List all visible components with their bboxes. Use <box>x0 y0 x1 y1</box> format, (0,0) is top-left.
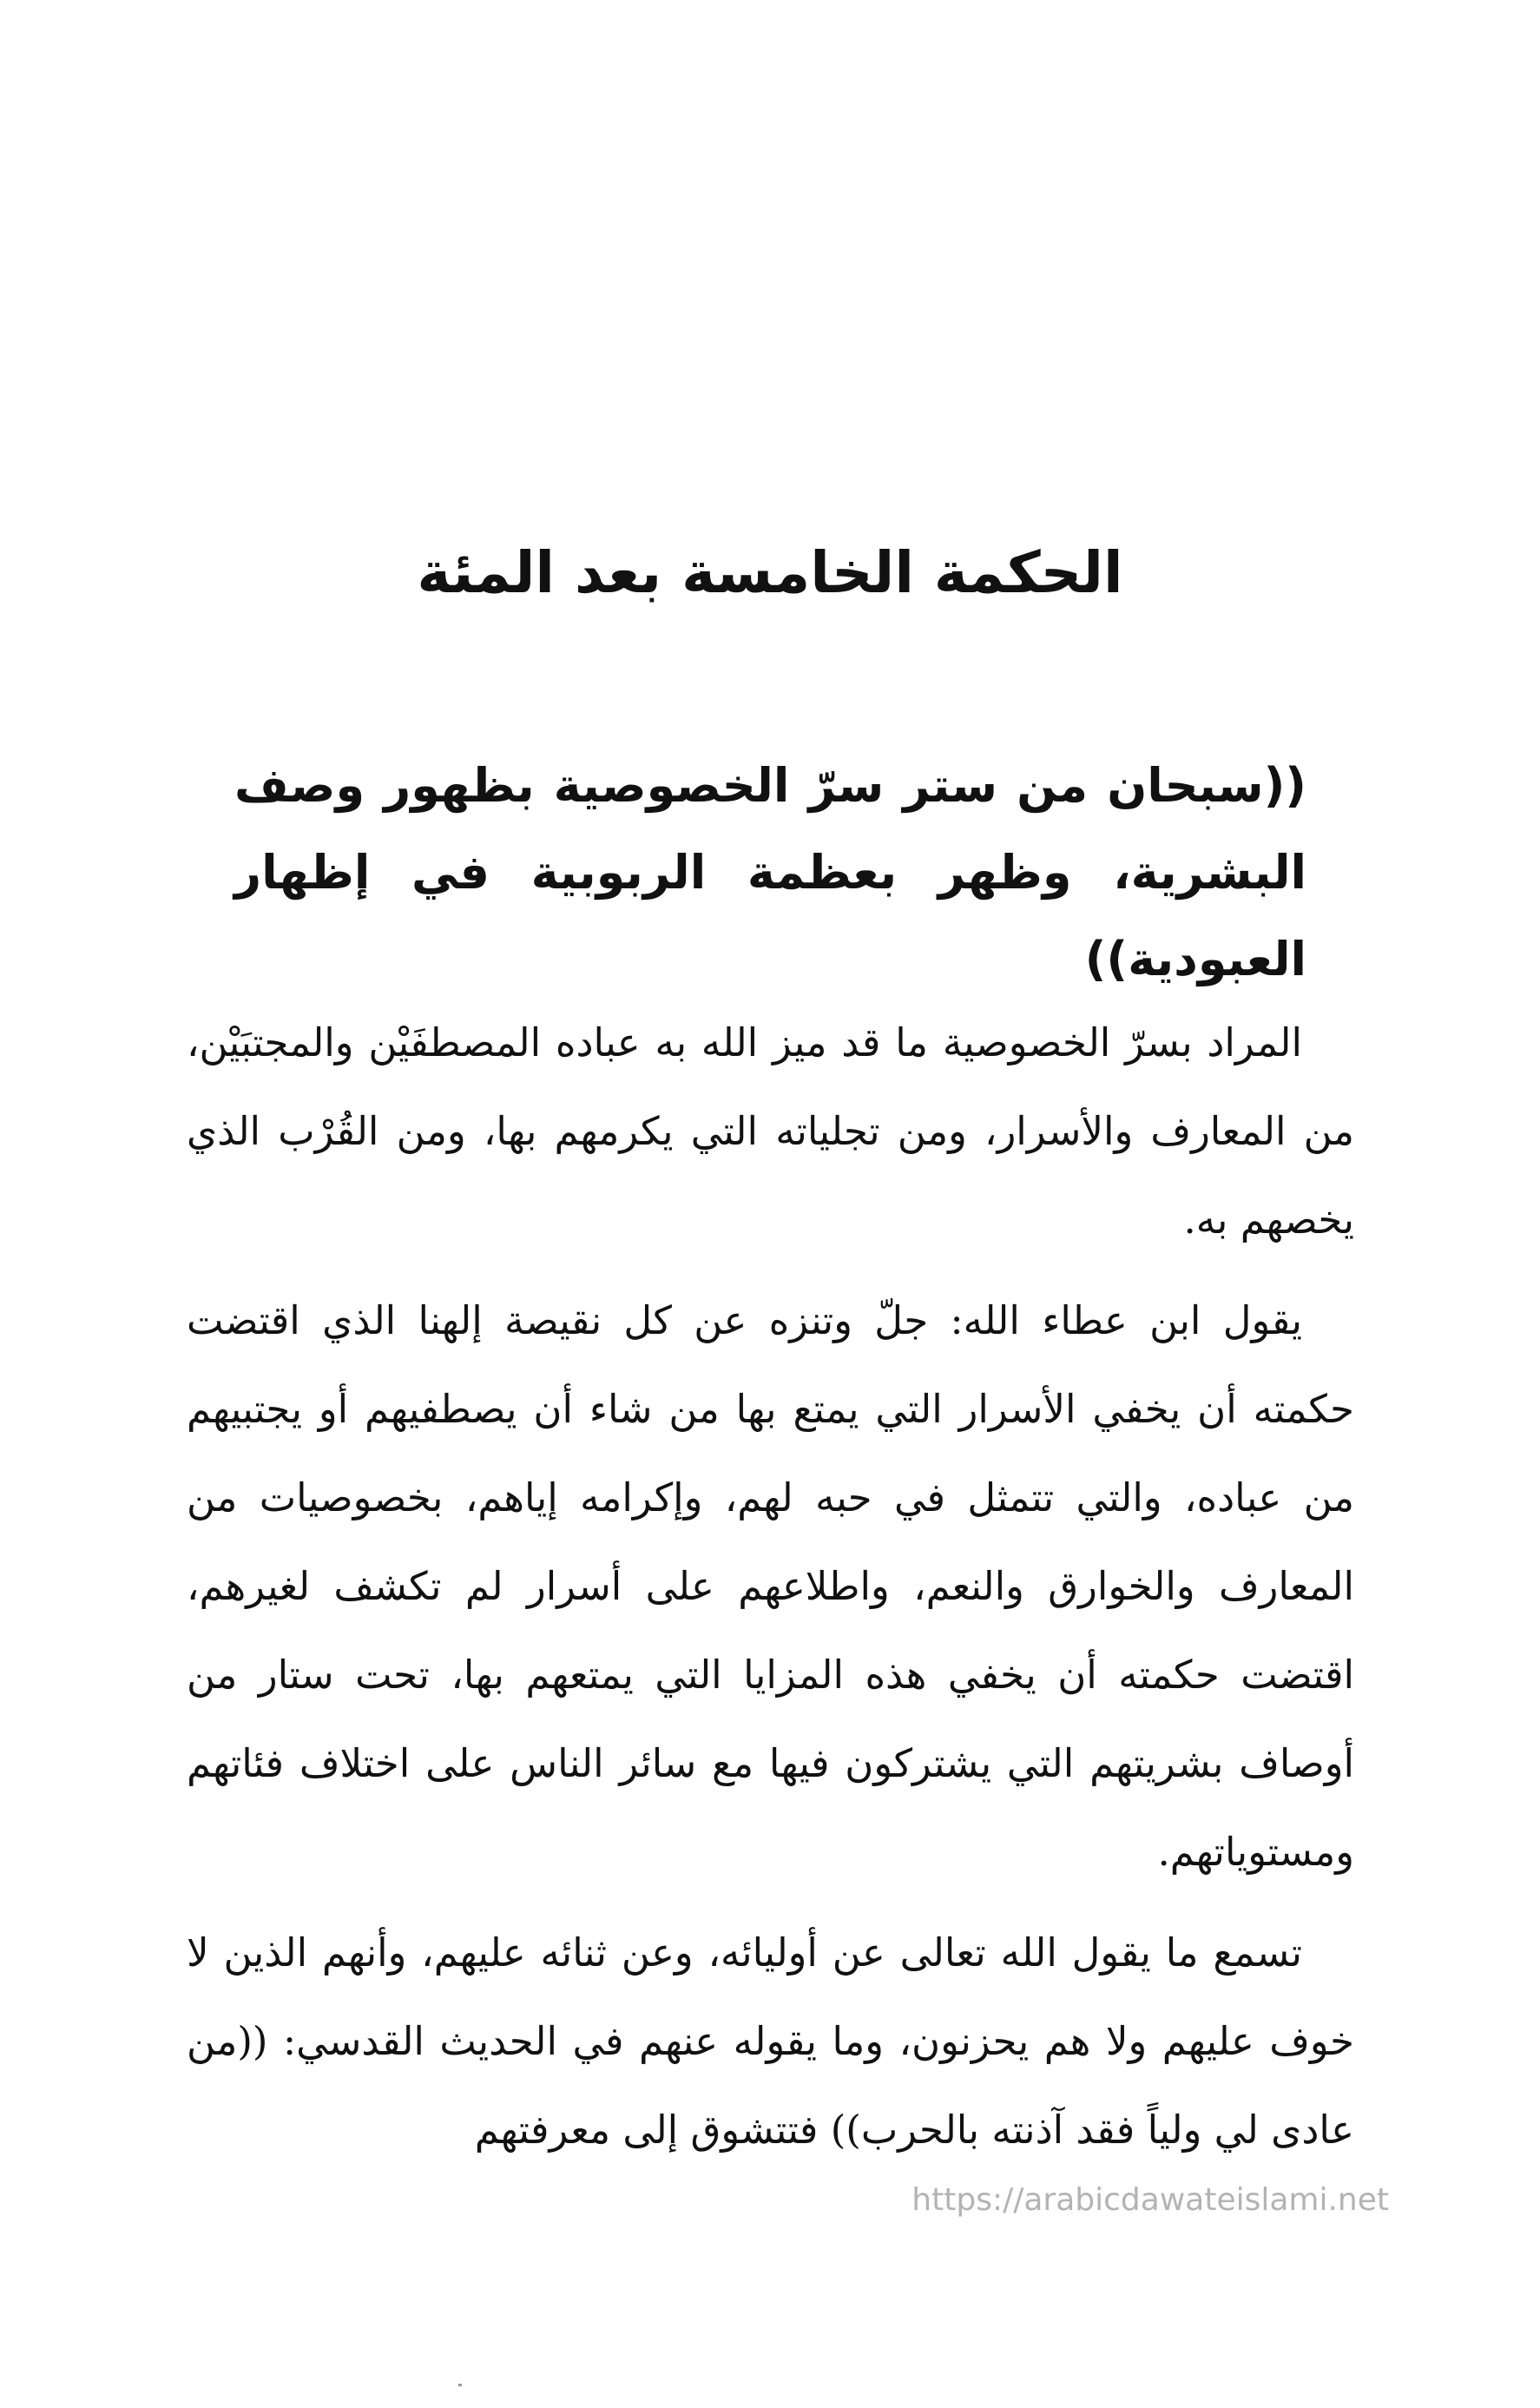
paragraph-3 <box>187 1909 1354 2174</box>
paragraph-2-text: يقول ابن عطاء الله: جلّ وتنزه عن كل نقيصة إلهنا الذي اقتضت حكمته أن يخفي الأسرار التي يمتع بها من شاء أن يصطفيهم أو يجتبيهم من عباده، والتي تتمثل في حبه لهم، وإكرامه إياهم، بخصوصيات من المعارف والخوارق والنعم، واطلاعهم على أسرار لم تكشف لغيرهم، اقتضت حكمته أن يخفي هذه المزايا التي يمتعهم بها، تحت ستار من أوصاف بشريتهم التي يشتركون فيها مع سائر الناس على اختلاف فئاتهم ومستوياتهم. <box>187 1297 1354 1875</box>
body-text <box>187 999 1354 2187</box>
paragraph-3-text: تسمع ما يقول الله تعالى عن أوليائه، وعن ثنائه عليهم، وأنهم الذين لا خوف عليهم ولا هم يحزنون، وما يقوله عنهم في الحديث القدسي: ((من عادى لي ولياً فقد آذنته بالحرب)) فتتشوق إلى معرفتهم <box>187 1930 1354 2153</box>
paragraph-2 <box>187 1277 1354 1897</box>
paragraph-1-text: المراد بسرّ الخصوصية ما قد ميز الله به عباده المصطفَيْن والمجتبَيْن، من المعارف والأسرار، ومن تجلياته التي يكرمهم بها، ومن القُرْب الذي يخصهم به. <box>187 1019 1354 1243</box>
watermark-url: https://arabicdawateislami.net <box>911 2182 1389 2218</box>
scan-speck <box>458 2384 462 2386</box>
paragraph-1 <box>187 999 1354 1264</box>
chapter-title: الحكمة الخامسة بعد المئة <box>417 539 1123 606</box>
aphorism-quote: ((سبحان من ستر سرّ الخصوصية بظهور وصف البشرية، وظهر بعظمة الربوبية في إظهار العبودية)) <box>234 758 1306 986</box>
